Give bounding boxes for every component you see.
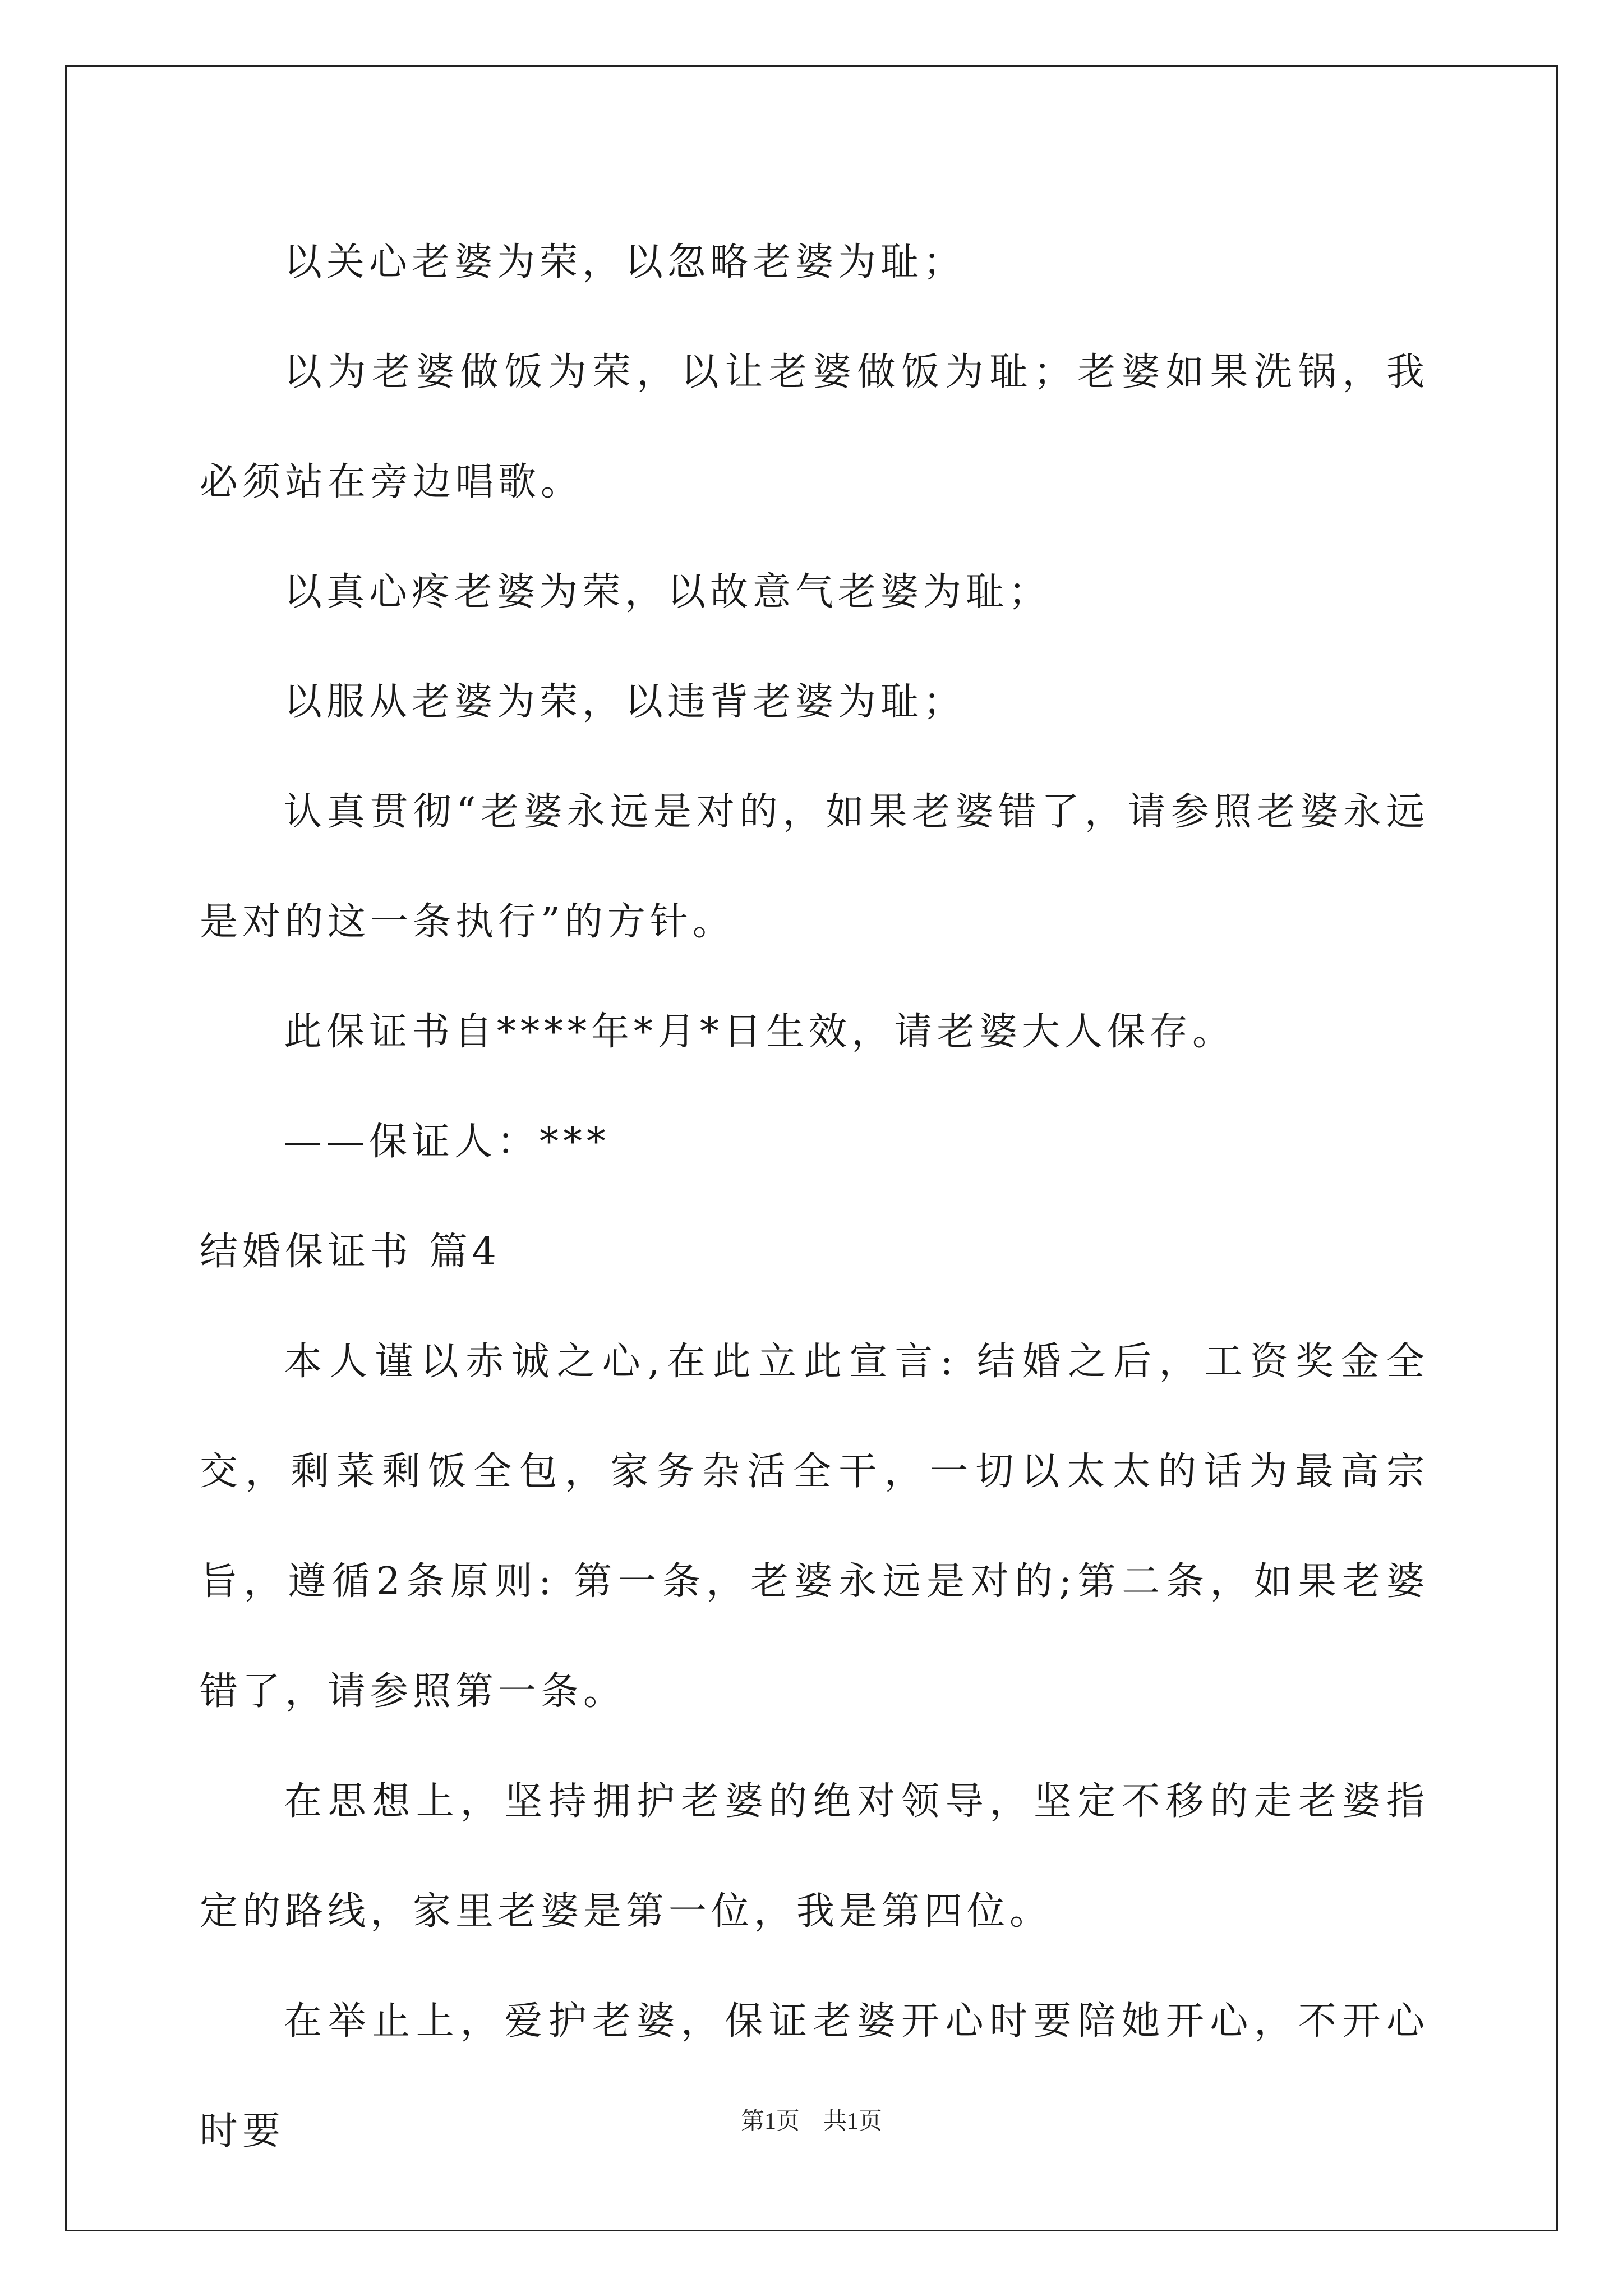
paragraph-3: 以真心疼老婆为荣，以故意气老婆为耻；	[284, 570, 1052, 614]
signature-line: ——保证人：***	[284, 1120, 611, 1164]
paragraph-6: 此保证书自****年*月*日生效，请老婆大人保存。	[284, 1010, 1235, 1054]
paragraph-9: 在思想上，坚持拥护老婆的绝对领导，坚定不移的走老婆指定的路线，家里老婆是第一位，我是第四位。	[200, 1779, 1429, 1934]
document-body	[200, 208, 1429, 2187]
paragraph-4: 以服从老婆为荣，以违背老婆为耻；	[284, 680, 966, 724]
paragraph-8: 本人谨以赤诚之心,在此立此宣言: 结婚之后，工资奖金全交，剩菜剩饭全包，家务杂活全干，一切以太太的话为最高宗旨，遵循2条原则: 第一条，老婆永远是对的;第二条，如果老婆错了，请参照第一条。	[200, 1340, 1429, 1714]
page-number-footer: 第1页 共1页	[740, 2109, 882, 2134]
paragraph-5: 认真贯彻“老婆永远是对的，如果老婆错了，请参照老婆永远是对的这一条执行”的方针。	[200, 790, 1429, 944]
paragraph-10: 在举止上，爱护老婆，保证老婆开心时要陪她开心，不开心时要	[200, 1999, 1429, 2154]
section-heading: 结婚保证书 篇4	[200, 1230, 501, 1274]
paragraph-2: 以为老婆做饭为荣，以让老婆做饭为耻；老婆如果洗锅，我必须站在旁边唱歌。	[200, 350, 1429, 504]
paragraph-1: 以关心老婆为荣，以忽略老婆为耻；	[284, 240, 966, 284]
